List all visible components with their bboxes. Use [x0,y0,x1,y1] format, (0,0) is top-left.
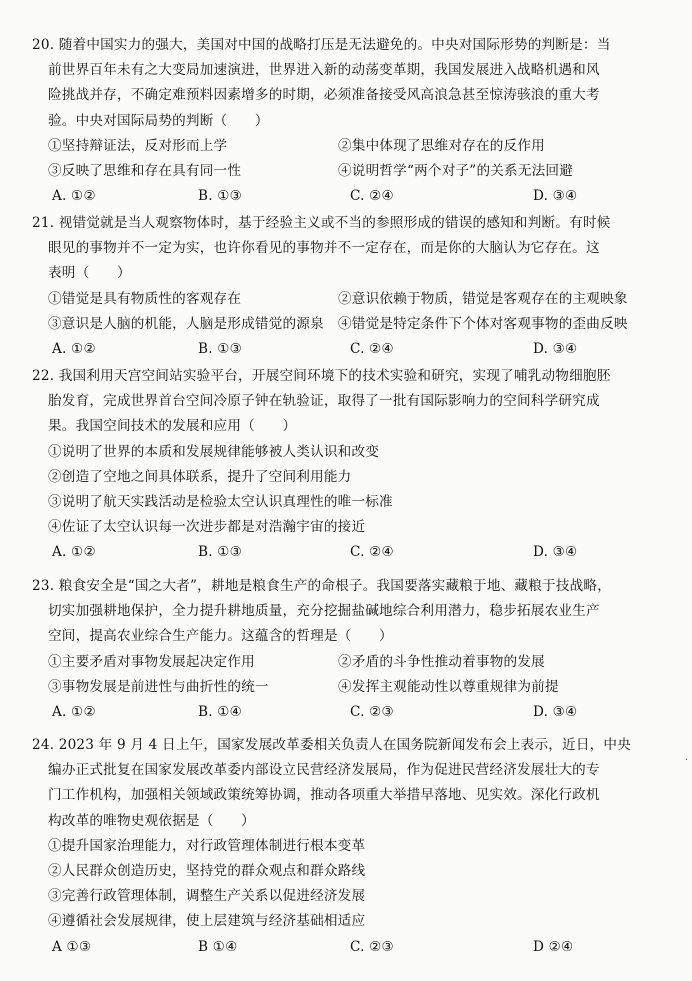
question-stem-line: 门工作机构，加强相关领域政策统筹协调，推动各项重大举措早落地、见实效。深化行政机 [48,787,600,804]
question-21 [32,211,672,362]
question-stem-line: 20. 随着中国实力的强大，美国对中国的战略打压是无法避免的。中央对国际形势的判断是：当 [32,37,611,53]
question-stem-line: 切实加强耕地保护，全力提升耕地质量，充分挖掘盐碱地综合利用潜力，稳步拓展农业生产 [48,603,600,620]
statement: ①坚持辩证法，反对形而上学 [48,137,228,154]
question-stem-line: 编办正式批复在国家发展改革委内部设立民营经济发展局，作为促进民营经济发展壮大的专 [48,762,600,779]
question-stem-line: 表明（ ） [48,265,131,282]
statement-list [32,650,672,700]
statement: ④佐证了太空认识每一次进步都是对浩瀚宇宙的接近 [48,519,366,536]
statement: ①错觉是具有物质性的客观存在 [48,290,242,307]
question-stem-line: 险挑战并存，不确定难预料因素增多的时期，必须准备接受风高浪急甚至惊涛骇浪的重大考 [48,87,600,104]
statement: ④说明哲学“两个对子”的关系无法回避 [338,163,573,180]
answer-option-c: C. ②④ [350,544,394,561]
question-stem-line: 前世界百年未有之大变局加速演进，世界进入新的动荡变革期，我国发展进入战略机遇和风 [48,62,600,79]
answer-option-d: D. ③④ [533,188,578,205]
answer-option-a: A. ①② [52,341,96,358]
statement: ③反映了思维和存在具有同一性 [48,163,242,180]
statement: ③完善行政管理体制，调整生产关系以促进经济发展 [48,888,366,905]
statement: ③意识是人脑的机能，人脑是形成错觉的源泉 [48,315,324,332]
statement: ③事物发展是前进性与曲折性的统一 [48,678,269,695]
statement: ②矛盾的斗争性推动着事物的发展 [338,653,545,670]
statement: ②人民群众创造历史，坚持党的群众观点和群众路线 [48,863,366,880]
question-23 [32,574,672,725]
statement: ④遵循社会发展规律，使上层建筑与经济基础相适应 [48,913,366,930]
answer-options [48,700,672,725]
answer-option-a: A. ①② [52,704,96,721]
answer-options [48,540,672,565]
statement: ①提升国家治理能力，对行政管理体制进行根本变革 [48,837,366,854]
question-stem-line: 24. 2023 年 9 月 4 日上午，国家发展改革委相关负责人在国务院新闻发布会上表示，近日，中央 [32,737,632,753]
answer-options [48,935,672,960]
question-stem-line: 眼见的事物并不一定为实，也许你看见的事物并不一定存在，而是你的大脑认为它存在。这 [48,240,600,257]
answer-option-d: D. ③④ [533,704,578,721]
answer-option-d: D. ③④ [533,341,578,358]
answer-option-b: B. ①③ [198,341,243,358]
answer-option-b: B ①④ [198,938,238,955]
question-stem-line: 果。我国空间技术的发展和应用（ ） [48,418,297,435]
answer-options [48,337,672,362]
question-stem-line: 21. 视错觉就是当人观察物体时，基于经验主义或不当的参照形成的错误的感知和判断。有时候 [32,215,611,231]
question-stem-line: 构改革的唯物史观依据是（ ） [48,812,255,829]
statement: ②集中体现了思维对存在的反作用 [338,137,545,154]
answer-option-b: B. ①③ [198,544,243,561]
answer-options [48,184,672,209]
question-stem-line: 胎发育，完成世界首台空间冷原子钟在轨验证，取得了一批有国际影响力的空间科学研究成 [48,393,600,410]
answer-option-a: A ①③ [52,938,92,955]
statement: ④发挥主观能动性以尊重规律为前提 [338,678,559,695]
answer-option-d: D ②④ [533,938,574,955]
answer-option-c: C. ②③ [350,704,394,721]
statement: ②创造了空地之间具体联系，提升了空间利用能力 [48,468,352,485]
answer-option-a: A. ①② [52,188,96,205]
question-24 [32,733,672,960]
statement-list [32,287,672,337]
statement-list [32,440,672,541]
statement: ④错觉是特定条件下个体对客观事物的歪曲反映 [338,315,628,332]
question-stem-line: 验。中央对国际局势的判断（ ） [48,112,269,129]
margin-mark: . [684,752,688,763]
statement-list [32,134,672,184]
answer-option-d: D. ③④ [533,544,578,561]
question-stem-line: 空间，提高农业综合生产能力。这蕴含的哲理是（ ） [48,628,393,645]
question-20 [32,33,672,209]
answer-option-a: A. ①② [52,544,96,561]
answer-option-c: C. ②④ [350,341,394,358]
statement: ②意识依赖于物质，错觉是客观存在的主观映象 [338,290,628,307]
question-stem-line: 23. 粮食安全是“国之大者”，耕地是粮食生产的命根子。我国要落实藏粮于地、藏粮于技战略， [32,578,611,594]
statement: ①说明了世界的本质和发展规律能够被人类认识和改变 [48,443,380,460]
answer-option-c: C. ②③ [350,938,394,955]
statement: ③说明了航天实践活动是检验太空认识真理性的唯一标准 [48,494,393,511]
answer-option-c: C. ②④ [350,188,394,205]
question-22 [32,364,672,566]
statement: ①主要矛盾对事物发展起决定作用 [48,653,255,670]
answer-option-b: B. ①④ [198,704,243,721]
question-stem-line: 22. 我国利用天宫空间站实验平台，开展空间环境下的技术实验和研究，实现了哺乳动物细胞胚 [32,368,611,384]
statement-list [32,834,672,935]
answer-option-b: B. ①③ [198,188,243,205]
